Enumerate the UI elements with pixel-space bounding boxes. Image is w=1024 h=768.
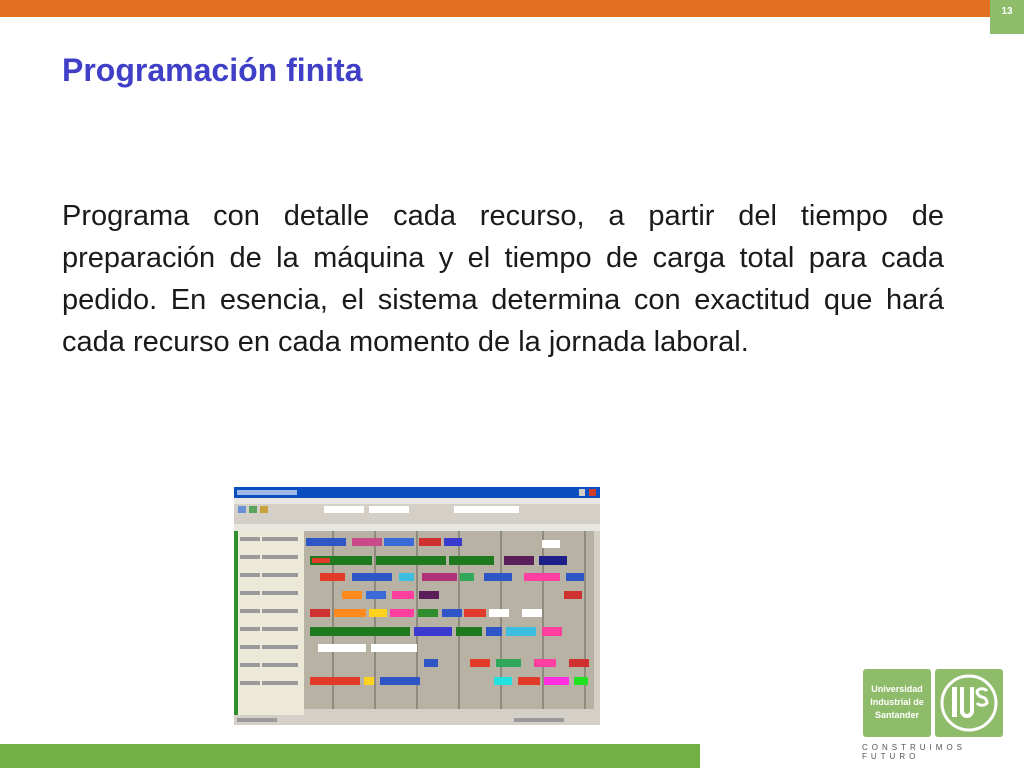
university-name-line-2: Industrial de bbox=[870, 697, 924, 707]
page-number: 13 bbox=[990, 0, 1024, 34]
uis-emblem-icon bbox=[935, 669, 1003, 737]
planning-software-screenshot bbox=[234, 487, 600, 725]
university-logo-box bbox=[863, 669, 931, 737]
university-name bbox=[863, 683, 931, 722]
top-accent-bar bbox=[0, 0, 1024, 17]
university-motto: CONSTRUIMOS FUTURO bbox=[862, 743, 966, 761]
university-name-line-3: Santander bbox=[874, 710, 919, 720]
slide-body-text: Programa con detalle cada recurso, a partir del tiempo de preparación de la máquina y el tiempo de carga total para cada pedido. En esencia, el sistema determina con exactitud que hará cada recurso en cada momento de la jornada laboral. bbox=[62, 200, 944, 358]
bottom-accent-bar bbox=[0, 744, 700, 768]
university-name-line-1: Universidad bbox=[871, 684, 923, 694]
slide-title: Programación finita bbox=[62, 52, 363, 88]
